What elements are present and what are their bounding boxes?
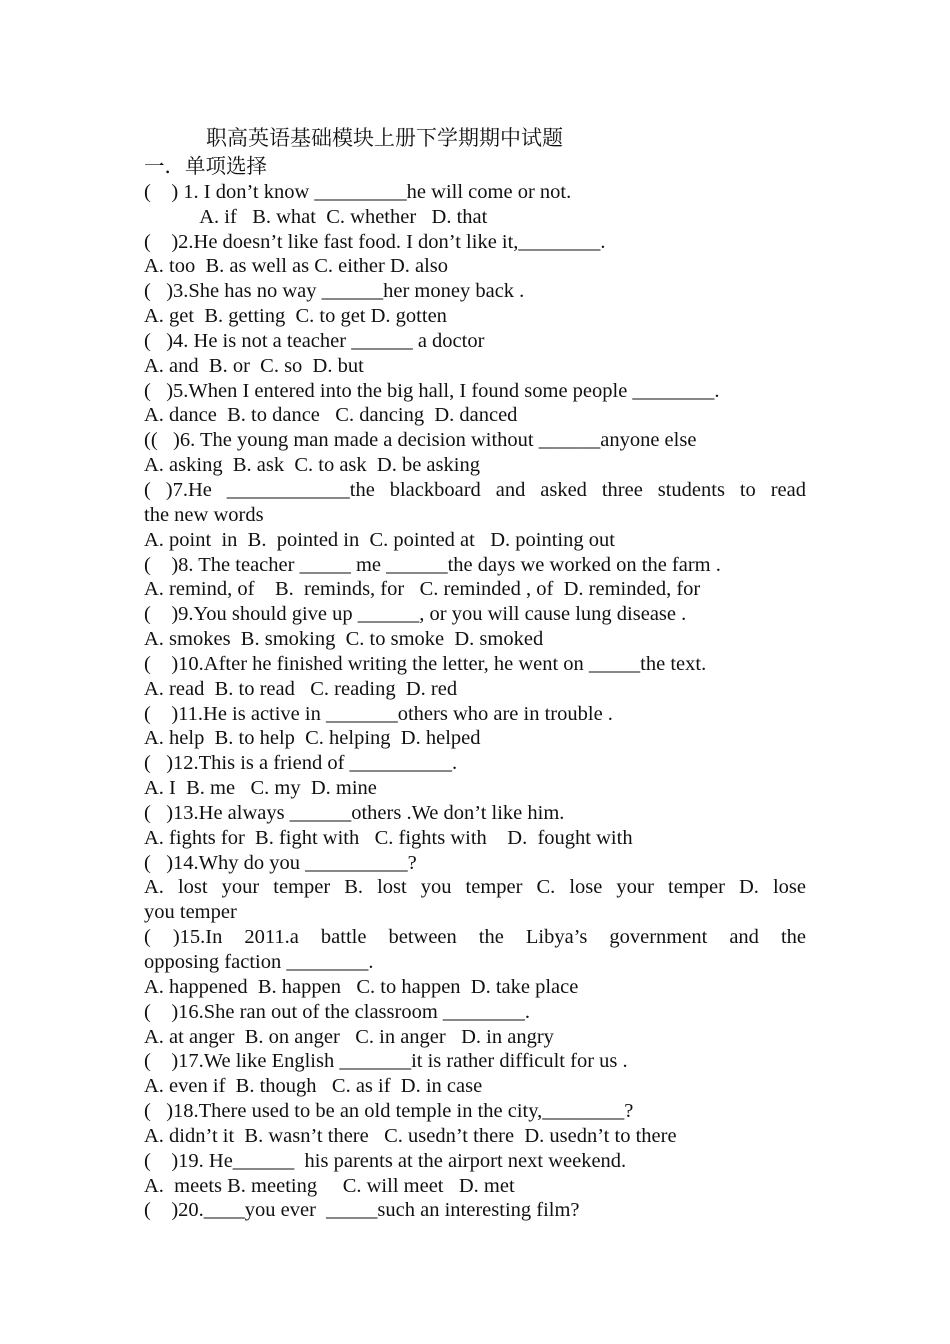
options-13: A. fights for B. fight with C. fights with D. fought with xyxy=(144,826,633,849)
exam-page xyxy=(144,121,806,1223)
question-15: ( )15.In 2011.a battle between the Libya’s government and the xyxy=(144,926,806,949)
options-10: A. read B. to read C. reading D. red xyxy=(144,677,458,700)
options-14-continued: you temper xyxy=(144,901,237,924)
question-15-continued: opposing faction ________. xyxy=(144,951,374,973)
question-7-continued: the new words xyxy=(144,503,264,526)
section-heading: 一．单项选择 xyxy=(144,156,267,178)
question-5: ( )5.When I entered into the big hall, I found some people ________. xyxy=(144,379,720,402)
question-4: ( )4. He is not a teacher ______ a doctor xyxy=(144,329,485,352)
question-6: (( )6. The young man made a decision without ______anyone else xyxy=(144,429,697,452)
options-9: A. smokes B. smoking C. to smoke D. smoked xyxy=(144,628,544,651)
question-2: ( )2.He doesn’t like fast food. I don’t like it,________. xyxy=(144,230,606,253)
question-10: ( )10.After he finished writing the letter, he went on _____the text. xyxy=(144,652,707,675)
options-18: A. didn’t it B. wasn’t there C. usedn’t there D. usedn’t to there xyxy=(144,1124,677,1147)
options-11: A. help B. to help C. helping D. helped xyxy=(144,727,481,750)
question-14: ( )14.Why do you __________? xyxy=(144,851,417,874)
question-13: ( )13.He always ______others .We don’t like him. xyxy=(144,801,565,824)
options-12: A. I B. me C. my D. mine xyxy=(144,777,377,800)
options-14: A. lost your temper B. lost you temper C. lose your temper D. lose xyxy=(144,876,806,899)
question-19: ( )19. He______ his parents at the airport next weekend. xyxy=(144,1149,627,1172)
options-15: A. happened B. happen C. to happen D. take place xyxy=(144,975,579,998)
options-19: A. meets B. meeting C. will meet D. met xyxy=(144,1174,515,1197)
question-20: ( )20.____you ever _____such an interesting film? xyxy=(144,1199,580,1222)
options-8: A. remind, of B. reminds, for C. reminded , of D. reminded, for xyxy=(144,578,701,601)
options-6: A. asking B. ask C. to ask D. be asking xyxy=(144,454,480,477)
options-7: A. point in B. pointed in C. pointed at D. pointing out xyxy=(144,528,615,551)
options-17: A. even if B. though C. as if D. in case xyxy=(144,1075,483,1098)
question-9: ( )9.You should give up ______, or you will cause lung disease . xyxy=(144,603,687,626)
question-11: ( )11.He is active in _______others who are in trouble . xyxy=(144,702,613,725)
question-17: ( )17.We like English _______it is rather difficult for us . xyxy=(144,1050,628,1073)
options-5: A. dance B. to dance C. dancing D. danced xyxy=(144,404,518,427)
question-8: ( )8. The teacher _____ me ______the days we worked on the farm . xyxy=(144,553,721,576)
question-12: ( )12.This is a friend of __________. xyxy=(144,752,458,775)
question-1: ( ) 1. I don’t know _________he will come or not. xyxy=(144,180,572,203)
options-2: A. too B. as well as C. either D. also xyxy=(144,255,449,278)
question-16: ( )16.She ran out of the classroom ________. xyxy=(144,1000,531,1023)
question-7: ( )7.He ____________the blackboard and asked three students to read xyxy=(144,478,806,501)
question-18: ( )18.There used to be an old temple in the city,________? xyxy=(144,1100,634,1123)
options-1: A. if B. what C. whether D. that xyxy=(144,205,488,228)
options-16: A. at anger B. on anger C. in anger D. in angry xyxy=(144,1025,554,1048)
question-3: ( )3.She has no way ______her money back . xyxy=(144,280,525,303)
page-title: 职高英语基础模块上册下学期期中试题 xyxy=(206,126,563,150)
options-3: A. get B. getting C. to get D. gotten xyxy=(144,305,447,328)
options-4: A. and B. or C. so D. but xyxy=(144,354,364,377)
